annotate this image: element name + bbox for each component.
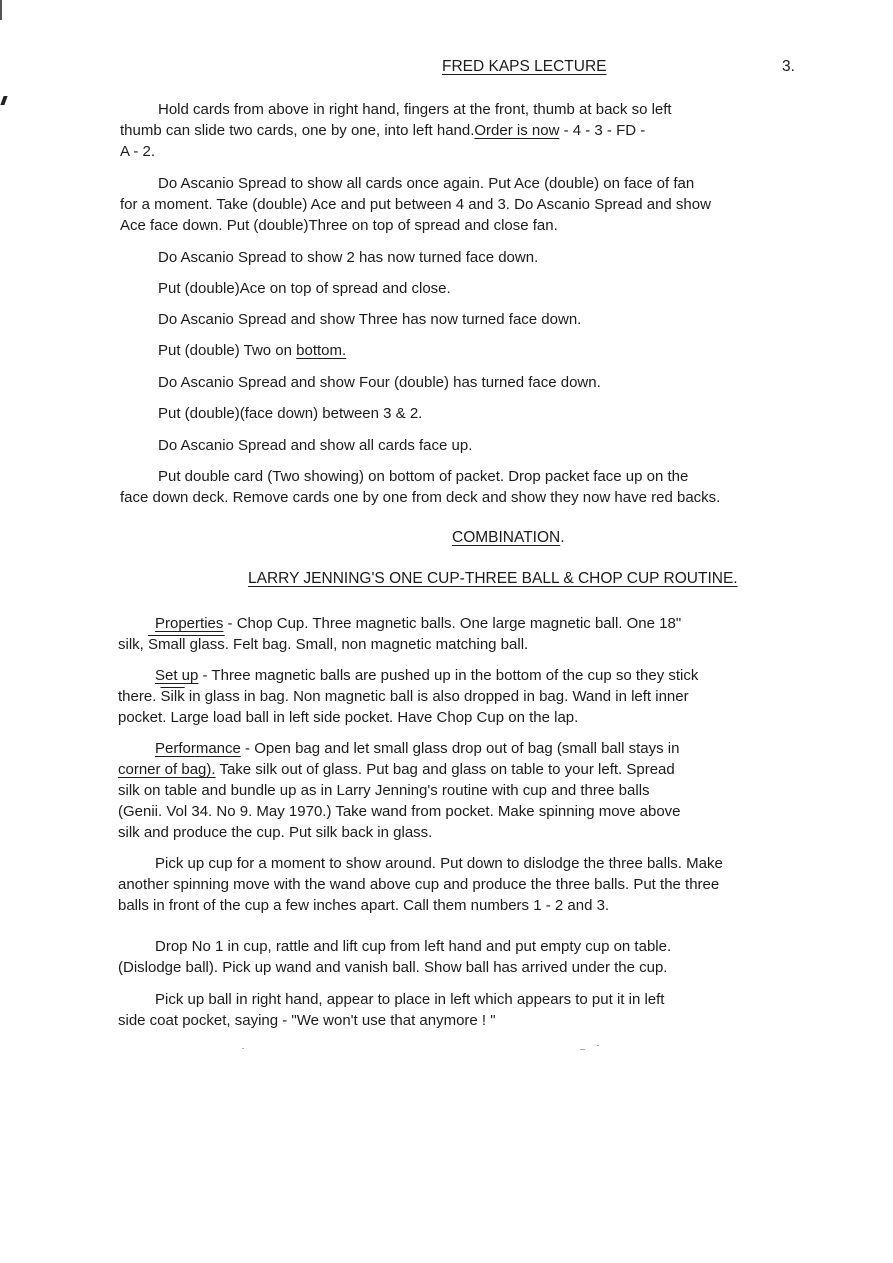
text-line: Set up - Three magnetic balls are pushed up in the bottom of the cup so they stick bbox=[155, 667, 699, 684]
section-label: Set up bbox=[155, 667, 199, 684]
text-line: Put double card (Two showing) on bottom of packet. Drop packet face up on the bbox=[158, 468, 689, 485]
scan-speck bbox=[580, 1049, 585, 1050]
order-underlined: Order is now bbox=[474, 122, 560, 139]
text-line: Performance - Open bag and let small glass drop out of bag (small ball stays in bbox=[155, 740, 680, 757]
text-line: balls in front of the cup a few inches apart. Call them numbers 1 - 2 and 3. bbox=[118, 897, 610, 914]
paragraph-step: Do Ascanio Spread and show Four (double) has turned face down. bbox=[158, 374, 601, 391]
text-line: (Genii. Vol 34. No 9. May 1970.) Take wand from pocket. Make spinning move above bbox=[118, 803, 681, 820]
text-line: for a moment. Take (double) Ace and put between 4 and 3. Do Ascanio Spread and show bbox=[120, 196, 711, 213]
paragraph-step: Do Ascanio Spread and show Three has now turned face down. bbox=[158, 311, 582, 328]
section-label: Properties bbox=[155, 615, 224, 632]
paragraph-step: Put (double)Ace on top of spread and close. bbox=[158, 280, 451, 297]
text-line: A - 2. bbox=[120, 143, 156, 160]
text-line: Hold cards from above in right hand, fingers at the front, thumb at back so left bbox=[158, 101, 672, 118]
text-line: pocket. Large load ball in left side pocket. Have Chop Cup on the lap. bbox=[118, 709, 579, 726]
text-line: Properties - Chop Cup. Three magnetic balls. One large magnetic ball. One 18" bbox=[155, 615, 682, 632]
text-line: silk on table and bundle up as in Larry Jenning's routine with cup and three balls bbox=[118, 782, 650, 799]
scan-margin-tick bbox=[0, 96, 7, 105]
text-line: Ace face down. Put (double)Three on top of spread and close fan. bbox=[120, 217, 558, 234]
text-line: Do Ascanio Spread to show all cards once again. Put Ace (double) on face of fan bbox=[158, 175, 695, 192]
paragraph-step: Do Ascanio Spread to show 2 has now turned face down. bbox=[158, 249, 539, 266]
paragraph-step: Do Ascanio Spread and show all cards face up. bbox=[158, 437, 473, 454]
text-line: face down deck. Remove cards one by one from deck and show they now have red backs. bbox=[120, 489, 721, 506]
text-line: corner of bag). Take silk out of glass. Put bag and glass on table to your left. Spread bbox=[118, 761, 675, 778]
text-line: silk and produce the cup. Put silk back in glass. bbox=[118, 824, 433, 841]
scan-speck bbox=[242, 1048, 244, 1049]
text-line: Pick up cup for a moment to show around. Put down to dislodge the three balls. Make bbox=[155, 855, 723, 872]
text-line: side coat pocket, saying - "We won't use that anymore ! " bbox=[118, 1012, 496, 1029]
scan-edge-mark bbox=[0, 0, 2, 20]
combination-heading: COMBINATION. bbox=[452, 529, 565, 546]
section-label: Performance bbox=[155, 740, 241, 757]
text-line: there. Silk in glass in bag. Non magnetic ball is also dropped in bag. Wand in left inner bbox=[118, 688, 689, 705]
text-line: silk, Small glass. Felt bag. Small, non magnetic matching ball. bbox=[118, 636, 529, 653]
routine-heading: LARRY JENNING'S ONE CUP-THREE BALL & CHOP CUP ROUTINE. bbox=[248, 570, 738, 587]
paragraph-step: Put (double) Two on bottom. bbox=[158, 342, 347, 359]
text-line: Drop No 1 in cup, rattle and lift cup from left hand and put empty cup on table. bbox=[155, 938, 672, 955]
text-line: thumb can slide two cards, one by one, into left hand.Order is now - 4 - 3 - FD - bbox=[120, 122, 646, 139]
page-number: 3. bbox=[782, 58, 795, 75]
text-line: another spinning move with the wand above cup and produce the three balls. Put the three bbox=[118, 876, 720, 893]
page-header-title: FRED KAPS LECTURE bbox=[442, 58, 607, 75]
scan-speck bbox=[597, 1045, 599, 1046]
paragraph-step: Put (double)(face down) between 3 & 2. bbox=[158, 405, 423, 422]
text-line: (Dislodge ball). Pick up wand and vanish ball. Show ball has arrived under the cup. bbox=[118, 959, 668, 976]
text-line: Pick up ball in right hand, appear to place in left which appears to put it in left bbox=[155, 991, 665, 1008]
